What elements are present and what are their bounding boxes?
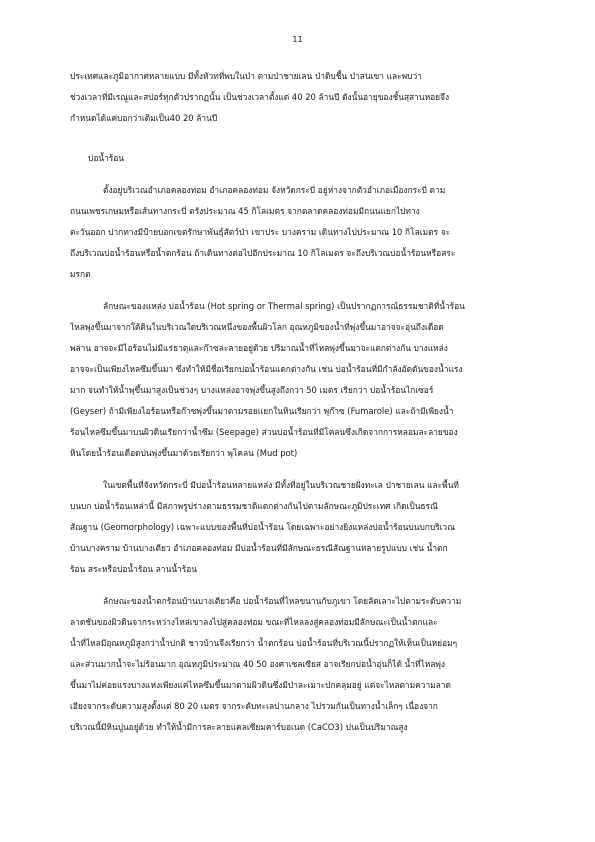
paragraph-line: กำหนดได้แค่บอกว่าเดิมเป็น40 20 ล้านปี: [70, 113, 218, 123]
paragraph-line: ถนนเพชรเกษมหรือเส้นทางกระบี่ ตรังประมาณ 45 กิโลเมตร จากตลาดคลองท่อมมีถนนแยกไปทาง: [70, 206, 420, 216]
paragraph-line: บนบก บ่อน้ำร้อนเหล่านี้ มีสภาพรูปร่างตามธรรมชาติแตกต่างกันไปตามลักษณะภูมิประเทศ เกิดเป็นธรณี: [70, 501, 438, 511]
paragraph-line: ตะวันออก ปากทางมีป้ายบอกเขตรักษาพันธุ์สัตว์ป่า เขาประ บางคราม เดินทางไปประมาณ 10 กิโลเมตร จะ: [70, 227, 451, 237]
paragraph-line: ร้อนไหลซึมขึ้นมาบนผิวดินเรียกว่าน้ำซึม (Seepage) ส่วนบ่อน้ำร้อนที่มีโคลนซึ่งเกิดจากการหลอมละลายของ: [70, 427, 458, 437]
paragraph-line: ในเขตพื้นที่จังหวัดกระบี่ มีบ่อน้ำร้อนหลายแหล่ง มีทั้งที่อยู่ในบริเวณชายฝั่งทะเล ป่าชายเลน และพื้นที่: [103, 480, 459, 490]
page-number: 11: [292, 35, 303, 44]
paragraph-line: ถึงบริเวณบ่อน้ำร้อนหรือน้ำตกร้อน ถ้าเดินทางต่อไปอีกประมาณ 10 กิโลเมตร จะถึงบริเวณบ่อน้ำร้อนหรือสระ: [70, 248, 456, 258]
paragraph-line: เอียงจากระดับความสูงตั้งแต่ 80 20 เมตร จากระดับทะเลปานกลาง ไปรวมกันเป็นทางน้ำเล็กๆ เนื่องจาก: [70, 701, 438, 711]
paragraph-line: พล่าน อาจจะมีไอร้อนไม่มีแร่ธาตุและก๊าซละลายอยู่ด้วย ปริมาณน้ำที่ไหลพุ่งขึ้นมาจะแตกต่างกัน บางแหล่ง: [70, 343, 448, 353]
paragraph-line: น้ำที่ไหลมีอุณหภูมิสูงกว่าน้ำปกติ ชาวบ้านจึงเรียกว่า น้ำตกร้อน บ่อน้ำร้อนที่บริเวณนี้ปรากฏให้เห็นเป็นหย่อมๆ: [70, 638, 458, 648]
paragraph-line: มาก จนทำให้น้ำพุขึ้นมาสูงเป็นช่วงๆ บางแหล่งอาจพุ่งขึ้นสูงถึงกว่า 50 เมตร เรียกว่า บ่อน้ำร้อนไกเซอร์: [70, 385, 434, 395]
paragraph-line: มรกต: [70, 269, 91, 279]
paragraph-line: ขึ้นมาไม่ค่อยแรงบางแห่งเพียงแค่ไหลซึมขึ้นมาตามผิวดินซึ่งมีป่าละเมาะปกคลุมอยู่ แต่จะไหลตามความลาด: [70, 680, 451, 690]
paragraph-line: และส่วนมากน้ำจะไม่ร้อนมาก อุณหภูมิประมาณ 40 50 องศาเซลเซียส อาจเรียกบ่อน้ำอุ่นก็ได้ น้ำที่ไหลพุ่ง: [70, 659, 445, 669]
paragraph-line: ช่วงเวลาที่มีเรณูและสปอร์ทุกตัวปรากฏนั้น เป็นช่วงเวลาตั้งแต่ 40 20 ล้านปี ดังนั้นอายุของชั้นสุสานหอยจึง: [70, 92, 450, 102]
paragraph-line: สัณฐาน (Geomorphology) เฉพาะแบบของพื้นที่บ่อน้ำร้อน โดยเฉพาะอย่างยิ่งแหล่งบ่อน้ำร้อนบนบกบริเวณ: [70, 522, 455, 532]
paragraph-line: หินโดยน้ำร้อนเดือดปนพุ่งขึ้นมาด้วยเรียกว่า พุโคลน (Mud pot): [70, 448, 298, 458]
section-heading: บ่อน้ำร้อน: [88, 153, 125, 163]
paragraph-line: บ้านบางคราม บ้านบางเตียว อำเภอคลองท่อม มีบ่อน้ำร้อนที่มีลักษณะธรณีสัณฐานหลายรูปแบบ เช่น น้ำตก: [70, 543, 448, 553]
paragraph-line: (Geyser) ถ้ามีเพียงไอร้อนหรือก๊าซพุ่งขึ้นมาตามรอยแยกในหินเรียกว่า พุก๊าซ (Fumarole) และถ้ามีเพียงน้ำ: [70, 406, 454, 416]
paragraph-line: อาจจะเป็นเพียงไหลซึมขึ้นมา ซึ่งทำให้มีชื่อเรียกบ่อน้ำร้อนแตกต่างกัน เช่น บ่อน้ำร้อนที่มีกำลังอัดดันของน้ำแรง: [70, 364, 463, 374]
paragraph-line: ร้อน สระหรือบ่อน้ำร้อน ลานน้ำร้อน: [70, 564, 198, 574]
paragraph-line: ลาดชันของผิวดินจากระหว่างไหล่เขาลงไปสู่คลองท่อม ขณะที่ไหลลงสู่คลองท่อมมีลักษณะเป็นน้ำตกและ: [70, 617, 438, 627]
paragraph-line: บริเวณนี้มีหินปูนอยู่ด้วย ทำให้น้ำมีการละลายแคลเซียมคาร์บอเนต (CaCO3) ปนเป็นปริมาณสูง: [70, 722, 408, 732]
paragraph-line: ลักษณะของน้ำตกร้อนบ้านบางเตียวคือ บ่อน้ำร้อนที่ไหลขนานกับภูเขา โดยลัดเลาะไปตามระดับความ: [103, 596, 462, 606]
paragraph-line: ประเทศและภูมิอากาศหลายแบบ มีทั้งหัวทที่พบในป่า ตามป่าชายเลน ป่าดิบชื้น ป่าสนเขา และพบว่า: [70, 71, 422, 81]
paragraph-line: ลักษณะของแหล่ง บ่อน้ำร้อน (Hot spring or Thermal spring) เป็นปรากฏการณ์ธรรมชาติที่น้ำร้อน: [103, 301, 465, 311]
paragraph-line: ไหลพุ่งขึ้นมาจากใต้ดินในบริเวณใดบริเวณหนึ่งของพื้นผิวโลก อุณหภูมิของน้ำที่พุ่งขึ้นมาอาจจะอุ่นถึงเดือด: [70, 322, 444, 332]
paragraph-line: ตั้งอยู่บริเวณอำเภอคลองท่อม อำเภอคลองท่อม จังหวัดกระบี่ อยู่ห่างจากตัวอำเภอเมืองกระบี่ ตาม: [103, 185, 446, 195]
